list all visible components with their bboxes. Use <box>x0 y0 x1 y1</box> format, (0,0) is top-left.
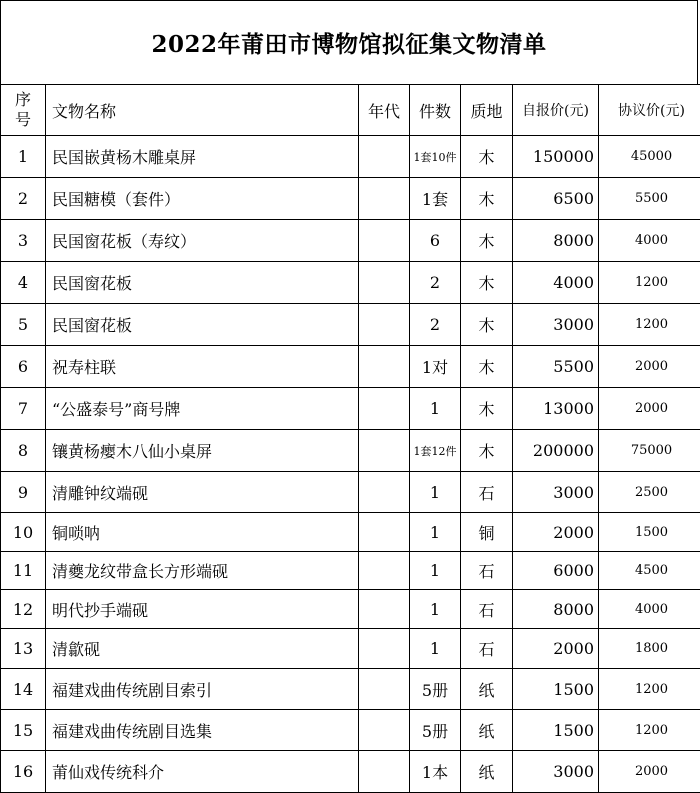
cell-agreed[interactable]: 2500 <box>599 472 700 513</box>
table-row <box>1 220 700 262</box>
cell-agreed[interactable]: 1200 <box>599 669 700 710</box>
cell-era[interactable] <box>359 346 410 388</box>
cell-no[interactable]: 8 <box>1 430 46 472</box>
cell-agreed[interactable]: 1800 <box>599 629 700 669</box>
cell-qty[interactable]: 5册 <box>410 710 461 751</box>
cell-qty[interactable]: 1本 <box>410 751 461 793</box>
cell-agreed[interactable]: 2000 <box>599 346 700 388</box>
header-qty[interactable]: 件数 <box>410 85 461 136</box>
cell-no[interactable]: 2 <box>1 178 46 220</box>
cell-price[interactable]: 3000 <box>513 472 599 513</box>
cell-agreed[interactable]: 45000 <box>599 136 700 178</box>
cell-material[interactable]: 纸 <box>461 751 513 793</box>
cell-price[interactable]: 6000 <box>513 552 599 590</box>
header-no-line2: 号 <box>1 110 45 130</box>
table-row <box>1 430 700 472</box>
cell-material[interactable]: 石 <box>461 472 513 513</box>
cell-material[interactable]: 石 <box>461 590 513 629</box>
cell-qty[interactable]: 1套 <box>410 178 461 220</box>
table-body <box>1 136 700 793</box>
cell-no[interactable]: 3 <box>1 220 46 262</box>
cell-agreed[interactable]: 1200 <box>599 304 700 346</box>
cell-qty[interactable]: 1套10件 <box>410 136 461 178</box>
cell-era[interactable] <box>359 590 410 629</box>
table-row <box>1 513 700 552</box>
cell-era[interactable] <box>359 710 410 751</box>
cell-material[interactable]: 木 <box>461 304 513 346</box>
cell-material[interactable]: 石 <box>461 552 513 590</box>
cell-no[interactable]: 7 <box>1 388 46 430</box>
cell-name[interactable]: 镶黄杨瘿木八仙小桌屏 <box>46 430 359 472</box>
cell-agreed[interactable]: 1500 <box>599 513 700 552</box>
cell-no[interactable]: 15 <box>1 710 46 751</box>
cell-agreed[interactable]: 5500 <box>599 178 700 220</box>
header-no[interactable] <box>1 85 46 136</box>
header-price[interactable]: 自报价(元) <box>513 85 599 136</box>
cell-era[interactable] <box>359 552 410 590</box>
cell-name[interactable]: 莆仙戏传统科介 <box>46 751 359 793</box>
cell-material[interactable]: 木 <box>461 136 513 178</box>
cell-name[interactable]: 祝寿柱联 <box>46 346 359 388</box>
cell-agreed[interactable]: 1200 <box>599 262 700 304</box>
cell-material[interactable]: 石 <box>461 629 513 669</box>
cell-era[interactable] <box>359 136 410 178</box>
table-row <box>1 472 700 513</box>
cell-no[interactable]: 9 <box>1 472 46 513</box>
table-row <box>1 710 700 751</box>
cell-price[interactable]: 3000 <box>513 751 599 793</box>
header-era[interactable]: 年代 <box>359 85 410 136</box>
cell-name[interactable]: 民国糖模（套件） <box>46 178 359 220</box>
cell-era[interactable] <box>359 472 410 513</box>
cell-agreed[interactable]: 1200 <box>599 710 700 751</box>
cell-agreed[interactable]: 2000 <box>599 388 700 430</box>
cell-qty[interactable]: 2 <box>410 304 461 346</box>
cell-material[interactable]: 纸 <box>461 669 513 710</box>
cell-era[interactable] <box>359 178 410 220</box>
title-cell[interactable] <box>0 0 698 84</box>
cell-name[interactable]: 民国窗花板 <box>46 304 359 346</box>
cell-name[interactable]: 清歙砚 <box>46 629 359 669</box>
cell-material[interactable]: 木 <box>461 178 513 220</box>
cell-qty[interactable]: 1 <box>410 629 461 669</box>
cell-material[interactable]: 木 <box>461 220 513 262</box>
cell-era[interactable] <box>359 669 410 710</box>
cell-name[interactable]: 福建戏曲传统剧目索引 <box>46 669 359 710</box>
cell-no[interactable]: 4 <box>1 262 46 304</box>
header-name[interactable]: 文物名称 <box>46 85 359 136</box>
cell-era[interactable] <box>359 430 410 472</box>
cell-price[interactable]: 8000 <box>513 220 599 262</box>
cell-price[interactable]: 200000 <box>513 430 599 472</box>
table-row <box>1 388 700 430</box>
cell-qty[interactable]: 1 <box>410 388 461 430</box>
cell-qty[interactable]: 1 <box>410 472 461 513</box>
table-row <box>1 304 700 346</box>
cell-name[interactable]: 民国窗花板（寿纹） <box>46 220 359 262</box>
cell-qty[interactable]: 1 <box>410 590 461 629</box>
cell-price[interactable]: 150000 <box>513 136 599 178</box>
cell-material[interactable]: 纸 <box>461 710 513 751</box>
table-row <box>1 178 700 220</box>
cell-price[interactable]: 8000 <box>513 590 599 629</box>
cell-price[interactable]: 2000 <box>513 513 599 552</box>
cell-material[interactable]: 木 <box>461 262 513 304</box>
cell-name[interactable]: 明代抄手端砚 <box>46 590 359 629</box>
table-row <box>1 136 700 178</box>
cell-material[interactable]: 木 <box>461 346 513 388</box>
cell-no[interactable]: 6 <box>1 346 46 388</box>
cell-qty[interactable]: 2 <box>410 262 461 304</box>
page-title: 2022年莆田市博物馆拟征集文物清单 <box>151 26 546 59</box>
cell-name[interactable]: 清夔龙纹带盒长方形端砚 <box>46 552 359 590</box>
cell-qty[interactable]: 1 <box>410 513 461 552</box>
cell-material[interactable]: 木 <box>461 388 513 430</box>
cell-no[interactable]: 13 <box>1 629 46 669</box>
cell-era[interactable] <box>359 751 410 793</box>
cell-price[interactable]: 1500 <box>513 710 599 751</box>
relics-table <box>0 84 700 793</box>
cell-era[interactable] <box>359 262 410 304</box>
cell-price[interactable]: 2000 <box>513 629 599 669</box>
header-agreed[interactable]: 协议价(元) <box>599 85 700 136</box>
cell-era[interactable] <box>359 513 410 552</box>
cell-qty[interactable]: 1 <box>410 552 461 590</box>
cell-price[interactable]: 6500 <box>513 178 599 220</box>
cell-no[interactable]: 16 <box>1 751 46 793</box>
table-row <box>1 751 700 793</box>
cell-name[interactable]: 民国窗花板 <box>46 262 359 304</box>
cell-agreed[interactable]: 4000 <box>599 220 700 262</box>
cell-era[interactable] <box>359 220 410 262</box>
cell-no[interactable]: 14 <box>1 669 46 710</box>
cell-name[interactable]: “公盛泰号”商号牌 <box>46 388 359 430</box>
cell-qty[interactable]: 6 <box>410 220 461 262</box>
cell-no[interactable]: 12 <box>1 590 46 629</box>
cell-no[interactable]: 1 <box>1 136 46 178</box>
table-row <box>1 262 700 304</box>
cell-agreed[interactable]: 4500 <box>599 552 700 590</box>
cell-era[interactable] <box>359 304 410 346</box>
header-material[interactable]: 质地 <box>461 85 513 136</box>
table-row <box>1 346 700 388</box>
cell-price[interactable]: 5500 <box>513 346 599 388</box>
cell-qty[interactable]: 1套12件 <box>410 430 461 472</box>
cell-price[interactable]: 1500 <box>513 669 599 710</box>
table-row <box>1 590 700 629</box>
cell-name[interactable]: 清雕钟纹端砚 <box>46 472 359 513</box>
table-row <box>1 669 700 710</box>
table-row <box>1 552 700 590</box>
cell-qty[interactable]: 5册 <box>410 669 461 710</box>
cell-agreed[interactable]: 75000 <box>599 430 700 472</box>
cell-era[interactable] <box>359 629 410 669</box>
cell-price[interactable]: 3000 <box>513 304 599 346</box>
cell-price[interactable]: 13000 <box>513 388 599 430</box>
table-row <box>1 629 700 669</box>
cell-qty[interactable]: 1对 <box>410 346 461 388</box>
cell-no[interactable]: 11 <box>1 552 46 590</box>
cell-price[interactable]: 4000 <box>513 262 599 304</box>
cell-no[interactable]: 5 <box>1 304 46 346</box>
cell-material[interactable]: 木 <box>461 430 513 472</box>
cell-era[interactable] <box>359 388 410 430</box>
header-no-line1: 序 <box>1 90 45 110</box>
cell-no[interactable]: 10 <box>1 513 46 552</box>
header-row <box>1 85 700 136</box>
cell-agreed[interactable]: 4000 <box>599 590 700 629</box>
cell-name[interactable]: 福建戏曲传统剧目选集 <box>46 710 359 751</box>
cell-material[interactable]: 铜 <box>461 513 513 552</box>
cell-name[interactable]: 民国嵌黄杨木雕桌屏 <box>46 136 359 178</box>
cell-agreed[interactable]: 2000 <box>599 751 700 793</box>
cell-name[interactable]: 铜唢呐 <box>46 513 359 552</box>
